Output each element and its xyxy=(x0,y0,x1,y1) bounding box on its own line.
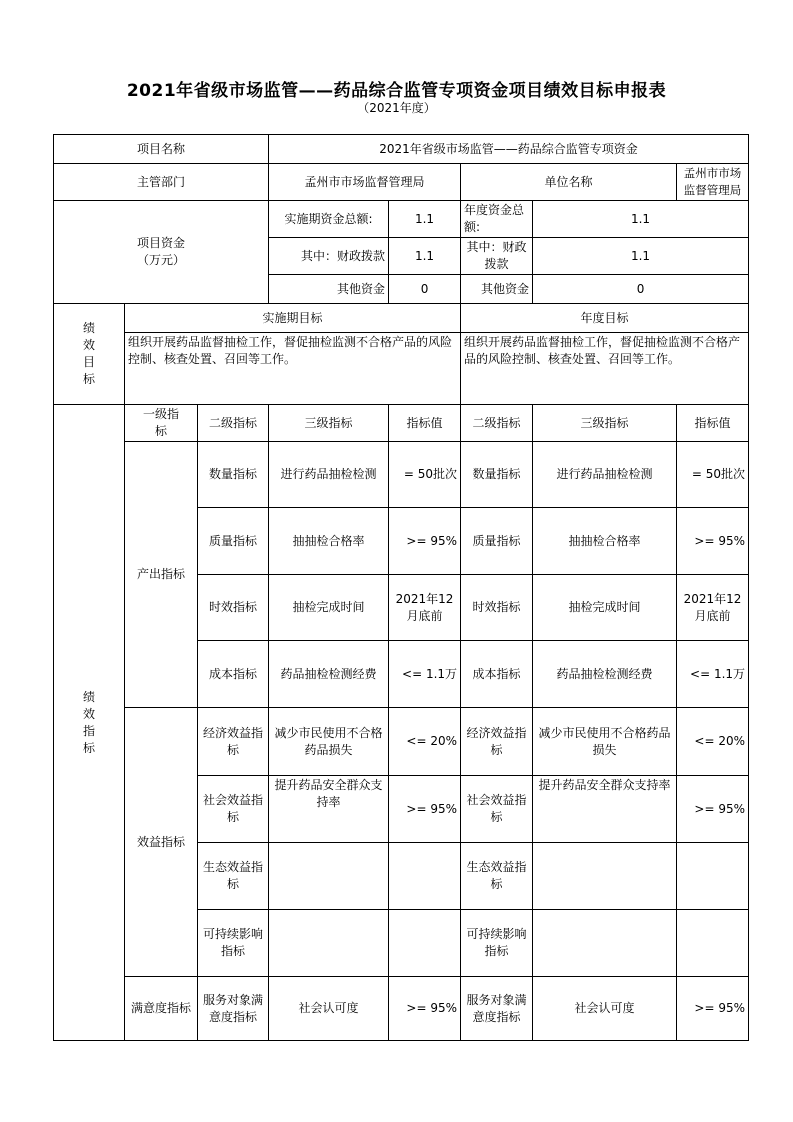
benefit-row-l2-annual: 社会效益指标 xyxy=(461,776,533,843)
output-row-l3-annual: 进行药品抽检检测 xyxy=(533,442,677,508)
satisfaction-row-l3: 社会认可度 xyxy=(269,977,389,1041)
output-row-l2-annual: 成本指标 xyxy=(461,641,533,708)
funds-annual-label: 年度资金总额: xyxy=(461,201,533,238)
output-row-l3-annual: 抽检完成时间 xyxy=(533,575,677,641)
funds-fiscal-value-annual: 1.1 xyxy=(533,238,749,275)
funds-fiscal-value: 1.1 xyxy=(389,238,461,275)
output-row-l2-annual: 时效指标 xyxy=(461,575,533,641)
benefit-row-value-annual xyxy=(677,843,749,910)
benefit-row-l3 xyxy=(269,910,389,977)
benefit-row-value: <= 20% xyxy=(389,708,461,776)
page-title: 2021年省级市场监管——药品综合监管专项资金项目绩效目标申报表 xyxy=(126,81,667,101)
output-row-value-annual: 2021年12月底前 xyxy=(677,575,749,641)
output-row-l3: 药品抽检检测经费 xyxy=(269,641,389,708)
benefit-row-l3 xyxy=(269,843,389,910)
period-goal-text: 组织开展药品监督抽检工作，督促抽检监测不合格产品的风险控制、核查处置、召回等工作。 xyxy=(125,333,461,405)
funds-other-value: 0 xyxy=(389,275,461,304)
benefit-row-l3-annual xyxy=(533,910,677,977)
header-value: 指标值 xyxy=(389,405,461,442)
funds-fiscal-label: 其中：财政拨款 xyxy=(269,238,389,275)
output-row-l3: 进行药品抽检检测 xyxy=(269,442,389,508)
benefit-row-l3-annual: 减少市民使用不合格药品损失 xyxy=(533,708,677,776)
annual-goal-text: 组织开展药品监督抽检工作，督促抽检监测不合格产品的风险控制、核查处置、召回等工作。 xyxy=(461,333,749,405)
benefit-row-l2: 生态效益指标 xyxy=(198,843,269,910)
benefit-row-value: >= 95% xyxy=(389,776,461,843)
performance-target-table xyxy=(53,134,749,1041)
satisfaction-row-l2: 服务对象满意度指标 xyxy=(198,977,269,1041)
benefit-row-l3: 减少市民使用不合格药品损失 xyxy=(269,708,389,776)
satisfaction-row-l3-annual: 社会认可度 xyxy=(533,977,677,1041)
dept-value: 孟州市市场监督管理局 xyxy=(269,164,461,201)
funds-total-value: 1.1 xyxy=(389,201,461,238)
benefit-indicator-label: 效益指标 xyxy=(125,708,198,977)
output-row-l3: 抽抽检合格率 xyxy=(269,508,389,575)
funds-other-value-annual: 0 xyxy=(533,275,749,304)
header-level3-annual: 三级指标 xyxy=(533,405,677,442)
benefit-row-value xyxy=(389,910,461,977)
period-goal-header: 实施期目标 xyxy=(125,304,461,333)
satisfaction-row-value: >= 95% xyxy=(389,977,461,1041)
output-row-value: >= 95% xyxy=(389,508,461,575)
output-row-value-annual: >= 95% xyxy=(677,508,749,575)
benefit-row-value xyxy=(389,843,461,910)
indicators-label: 绩效指标 xyxy=(54,405,125,1041)
output-row-l3: 抽检完成时间 xyxy=(269,575,389,641)
benefit-row-l2: 社会效益指标 xyxy=(198,776,269,843)
funds-other-label: 其他资金 xyxy=(269,275,389,304)
benefit-row-l3-annual xyxy=(533,843,677,910)
benefit-row-value-annual: >= 95% xyxy=(677,776,749,843)
header-level1: 一级指标 xyxy=(125,405,198,442)
satisfaction-row-l2-annual: 服务对象满意度指标 xyxy=(461,977,533,1041)
funds-fiscal-label-annual: 其中：财政拨款 xyxy=(461,238,533,275)
unit-value: 孟州市市场监督管理局 xyxy=(677,164,749,201)
output-row-l2-annual: 数量指标 xyxy=(461,442,533,508)
satisfaction-indicator-label: 满意度指标 xyxy=(125,977,198,1041)
benefit-row-l3-annual: 提升药品安全群众支持率 xyxy=(533,776,677,843)
funds-total-label: 实施期资金总额: xyxy=(269,201,389,238)
unit-label: 单位名称 xyxy=(461,164,677,201)
output-row-value-annual: <= 1.1万 xyxy=(677,641,749,708)
output-row-value-annual: = 50批次 xyxy=(677,442,749,508)
output-row-l2: 成本指标 xyxy=(198,641,269,708)
benefit-row-l2-annual: 经济效益指标 xyxy=(461,708,533,776)
benefit-row-value-annual xyxy=(677,910,749,977)
benefit-row-l2-annual: 生态效益指标 xyxy=(461,843,533,910)
output-row-l3-annual: 抽抽检合格率 xyxy=(533,508,677,575)
output-row-value: 2021年12月底前 xyxy=(389,575,461,641)
output-row-l3-annual: 药品抽检检测经费 xyxy=(533,641,677,708)
funds-other-label-annual: 其他资金 xyxy=(461,275,533,304)
output-row-value: <= 1.1万 xyxy=(389,641,461,708)
goals-label: 绩效目标 xyxy=(54,304,125,405)
header-level2-annual: 二级指标 xyxy=(461,405,533,442)
output-row-l2: 时效指标 xyxy=(198,575,269,641)
funds-label: 项目资金 （万元） xyxy=(54,201,269,304)
benefit-row-l2: 可持续影响指标 xyxy=(198,910,269,977)
annual-goal-header: 年度目标 xyxy=(461,304,749,333)
header-level2: 二级指标 xyxy=(198,405,269,442)
benefit-row-l2: 经济效益指标 xyxy=(198,708,269,776)
project-name-label: 项目名称 xyxy=(54,135,269,164)
funds-annual-value: 1.1 xyxy=(533,201,749,238)
benefit-row-l3: 提升药品安全群众支持率 xyxy=(269,776,389,843)
output-row-l2: 数量指标 xyxy=(198,442,269,508)
project-name-value: 2021年省级市场监管——药品综合监管专项资金 xyxy=(269,135,749,164)
output-row-value: = 50批次 xyxy=(389,442,461,508)
benefit-row-value-annual: <= 20% xyxy=(677,708,749,776)
header-value-annual: 指标值 xyxy=(677,405,749,442)
satisfaction-row-value-annual: >= 95% xyxy=(677,977,749,1041)
page-subtitle: （2021年度） xyxy=(357,101,436,115)
output-row-l2-annual: 质量指标 xyxy=(461,508,533,575)
header-level3: 三级指标 xyxy=(269,405,389,442)
output-indicator-label: 产出指标 xyxy=(125,442,198,708)
output-row-l2: 质量指标 xyxy=(198,508,269,575)
dept-label: 主管部门 xyxy=(54,164,269,201)
benefit-row-l2-annual: 可持续影响指标 xyxy=(461,910,533,977)
